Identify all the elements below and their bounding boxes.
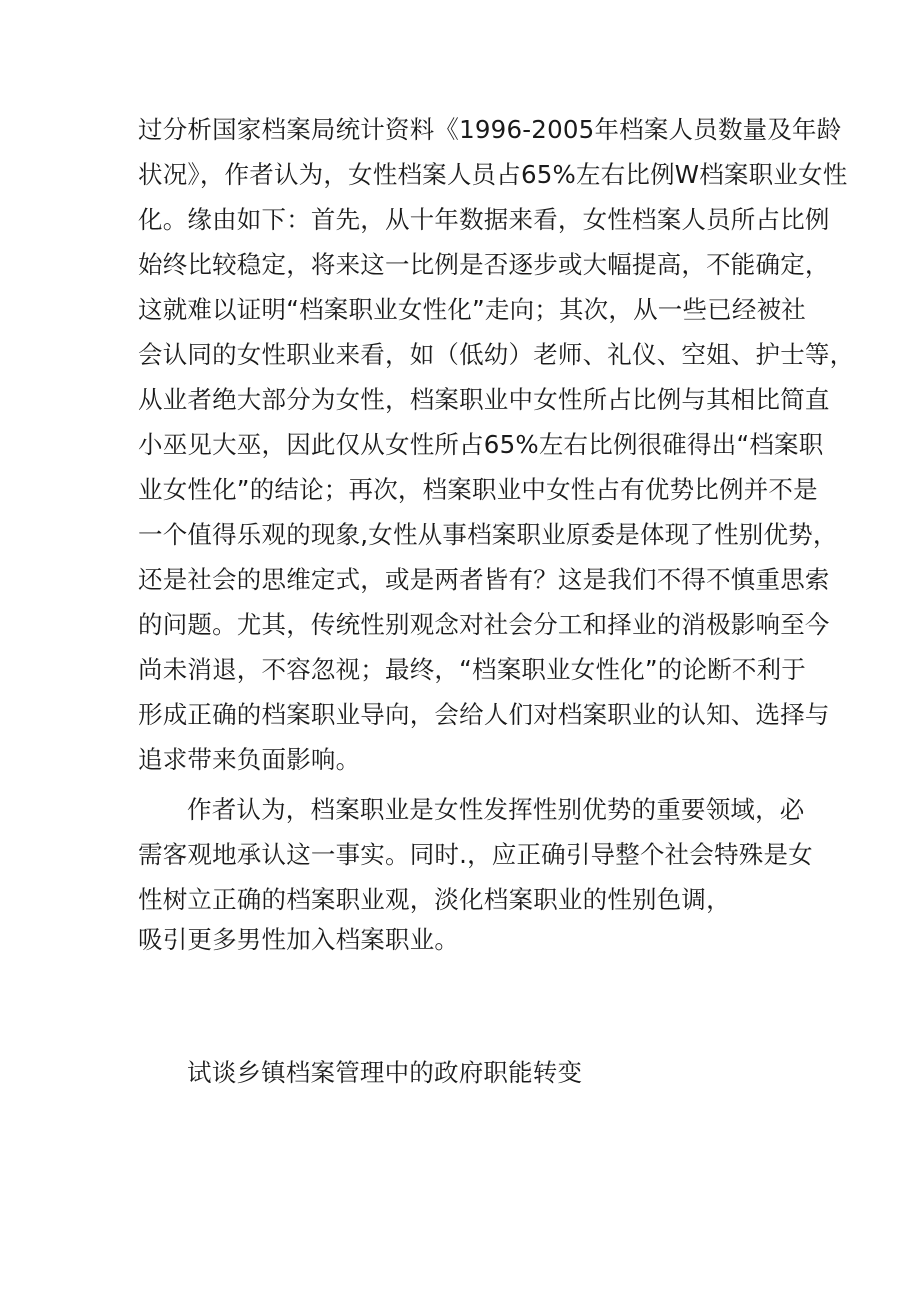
paragraph-1-line-1: 过分析国家档案局统计资料《1996-2005年档案人员数量及年龄 bbox=[138, 115, 842, 144]
paragraph-1-line-14: 形成正确的档案职业导向，会给人们对档案职业的认知、选择与 bbox=[138, 700, 830, 729]
paragraph-1-line-11: 还是社会的思维定式，或是两者皆有？这是我们不得不慎重思索 bbox=[138, 565, 830, 594]
paragraph-1-line-6: 会认同的女性职业来看，如（低幼）老师、礼仪、空姐、护士等， bbox=[138, 340, 855, 369]
section-heading: 试谈乡镇档案管理中的政府职能转变 bbox=[187, 1058, 583, 1087]
paragraph-1-line-12: 的问题。尤其，传统性别观念对社会分工和择业的消极影响至今 bbox=[138, 610, 830, 639]
paragraph-1-line-4: 始终比较稳定，将来这一比例是否逐步或大幅提高，不能确定， bbox=[138, 250, 830, 279]
paragraph-1-line-3: 化。缘由如下：首先，从十年数据来看，女性档案人员所占比例 bbox=[138, 205, 830, 234]
paragraph-1-line-10: 一个值得乐观的现象,女性从事档案职业原委是体现了性别优势， bbox=[138, 520, 838, 549]
paragraph-1-line-13: 尚未消退，不容忽视；最终，“档案职业女性化”的论断不利于 bbox=[138, 655, 806, 684]
paragraph-2-line-4: 吸引更多男性加入档案职业。 bbox=[138, 925, 460, 954]
paragraph-2-line-1: 作者认为，档案职业是女性发挥性别优势的重要领域，必 bbox=[187, 795, 805, 824]
paragraph-1-line-15: 追求带来负面影响。 bbox=[138, 745, 361, 774]
paragraph-1-line-7: 从业者绝大部分为女性，档案职业中女性所占比例与其相比简直 bbox=[138, 385, 830, 414]
paragraph-2-line-2: 需客观地承认这一事实。同时.，应正确引导整个社会特殊是女 bbox=[138, 840, 813, 869]
paragraph-1-line-9: 业女性化”的结论；再次，档案职业中女性占有优势比例并不是 bbox=[138, 475, 818, 504]
paragraph-1-line-2: 状况》，作者认为，女性档案人员占65%左右比例W档案职业女性 bbox=[138, 160, 848, 189]
paragraph-2-line-3: 性树立正确的档案职业观，淡化档案职业的性别色调， bbox=[138, 885, 731, 914]
paragraph-1-line-5: 这就难以证明“档案职业女性化”走向；其次，从一些已经被社 bbox=[138, 295, 806, 324]
paragraph-1-line-8: 小巫见大巫，因此仅从女性所占65%左右比例很碓得出“档案职 bbox=[138, 430, 824, 459]
